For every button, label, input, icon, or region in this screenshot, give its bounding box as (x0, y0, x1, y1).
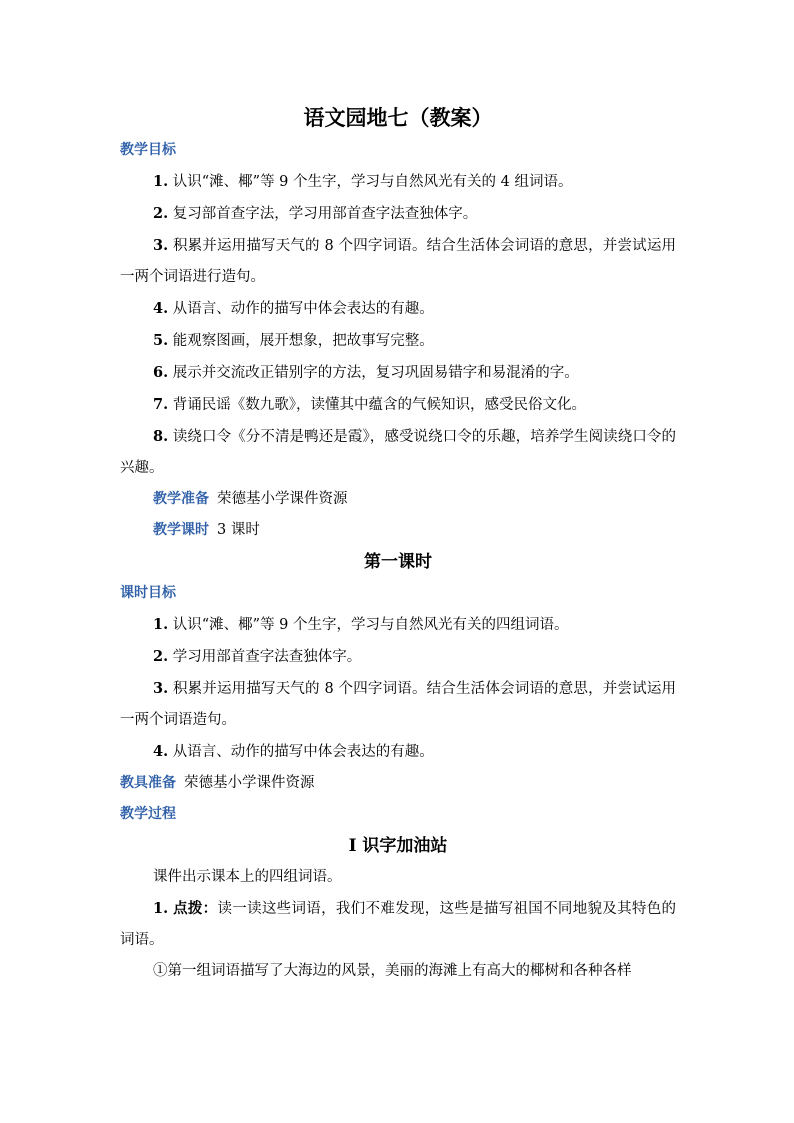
teaching-prep (120, 484, 676, 515)
lesson1-objective-item: 2. 学习用部首查字法查独体字。 (153, 648, 362, 665)
lesson1-title: 第一课时 (364, 552, 432, 572)
objective-item: 2. 复习部首查字法，学习用部首查字法查独体字。 (153, 205, 478, 222)
part1-title: Ⅰ 识字加油站 (348, 836, 448, 856)
objectives-list (120, 166, 676, 484)
objective-item: 1. 认识“滩、椰”等 9 个生字，学习与自然风光有关的 4 组词语。 (153, 173, 573, 190)
teaching-hours (120, 515, 676, 546)
teaching-prep-value: 荣德基小学课件资源 (217, 491, 348, 507)
point1-sub-paragraph: ①第一组词语描写了大海边的风景，美丽的海滩上有高大的椰树和各种各样 (153, 963, 632, 979)
objective-item: 3. 积累并运用描写天气的 8 个四字词语。结合生活体会词语的意思，并尝试运用一两个词语进行造句。 (120, 237, 676, 285)
objective-item: 4. 从语言、动作的描写中体会表达的有趣。 (153, 300, 434, 317)
teaching-hours-label: 教学课时 (153, 522, 209, 538)
lesson1-objective-item: 4. 从语言、动作的描写中体会表达的有趣。 (153, 743, 434, 760)
lesson1-objectives-list (120, 609, 676, 768)
document-title: 语文园地七（教案） (303, 105, 493, 130)
lesson1-objective-item: 3. 积累并运用描写天气的 8 个四字词语。结合生活体会词语的意思，并尝试运用一两个词语造句。 (120, 680, 676, 728)
process-heading: 教学过程 (120, 806, 176, 822)
objective-item: 6. 展示并交流改正错别字的方法，复习巩固易错字和易混淆的字。 (153, 364, 579, 381)
part1-intro: 课件出示课本上的四组词语。 (153, 869, 342, 885)
objective-item: 8. 读绕口令《分不清是鸭还是霞》，感受说绕口令的乐趣，培养学生阅读绕口令的兴趣。 (120, 428, 677, 476)
point1-label: 点拨： (173, 900, 218, 917)
document-content (120, 101, 676, 987)
teaching-hours-value: 3 课时 (217, 522, 260, 538)
teaching-tools (120, 768, 676, 799)
lesson1-objectives-heading: 课时目标 (120, 585, 176, 601)
point1-text: 读一读这些词语，我们不难发现，这些是描写祖国不同地貌及其特色的词语。 (120, 901, 677, 948)
teaching-prep-label: 教学准备 (153, 491, 209, 507)
objectives-heading: 教学目标 (120, 142, 176, 158)
teaching-tools-value: 荣德基小学课件资源 (184, 775, 315, 791)
objective-item: 5. 能观察图画，展开想象，把故事写完整。 (153, 332, 434, 349)
lesson1-objective-item: 1. 认识“滩、椰”等 9 个生字，学习与自然风光有关的四组词语。 (153, 616, 569, 633)
teaching-tools-label: 教具准备 (120, 775, 176, 791)
point1-paragraph: 1. 点拨：读一读这些词语，我们不难发现，这些是描写祖国不同地貌及其特色的词语。 (120, 900, 677, 948)
objective-item: 7. 背诵民谣《数九歌》，读懂其中蕴含的气候知识，感受民俗文化。 (153, 396, 586, 413)
